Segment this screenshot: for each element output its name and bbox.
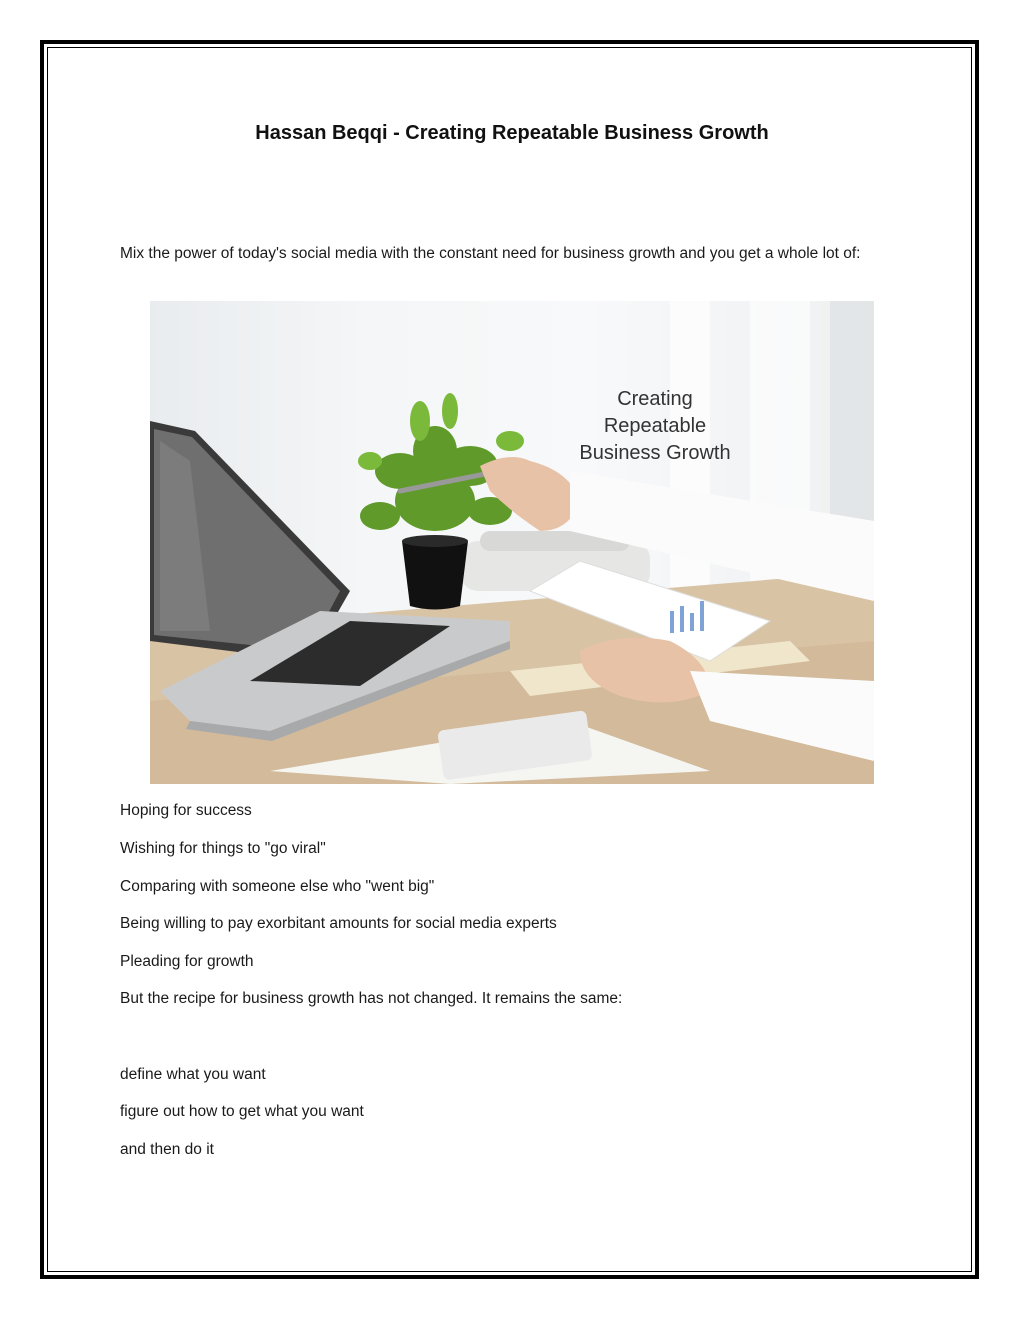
hero-overlay-line-1: Creating — [617, 388, 693, 410]
list-item: Hoping for success — [120, 802, 252, 819]
list-item: Being willing to pay exorbitant amounts for social media experts — [120, 915, 557, 932]
intro-paragraph: Mix the power of today's social media with the constant need for business growth and you get a whole lot of: — [120, 245, 861, 262]
step-item: define what you want — [120, 1066, 266, 1083]
hero-image — [150, 301, 874, 784]
step-item: and then do it — [120, 1141, 214, 1158]
list-item: Pleading for growth — [120, 953, 254, 970]
document-title: Hassan Beqqi - Creating Repeatable Business Growth — [255, 122, 769, 144]
list-item: But the recipe for business growth has not changed. It remains the same: — [120, 990, 623, 1007]
list-item: Wishing for things to "go viral" — [120, 840, 326, 857]
step-item: figure out how to get what you want — [120, 1103, 364, 1120]
hero-overlay-line-3: Business Growth — [579, 442, 731, 464]
list-item: Comparing with someone else who "went big" — [120, 878, 435, 895]
hero-overlay-line-2: Repeatable — [603, 415, 707, 437]
